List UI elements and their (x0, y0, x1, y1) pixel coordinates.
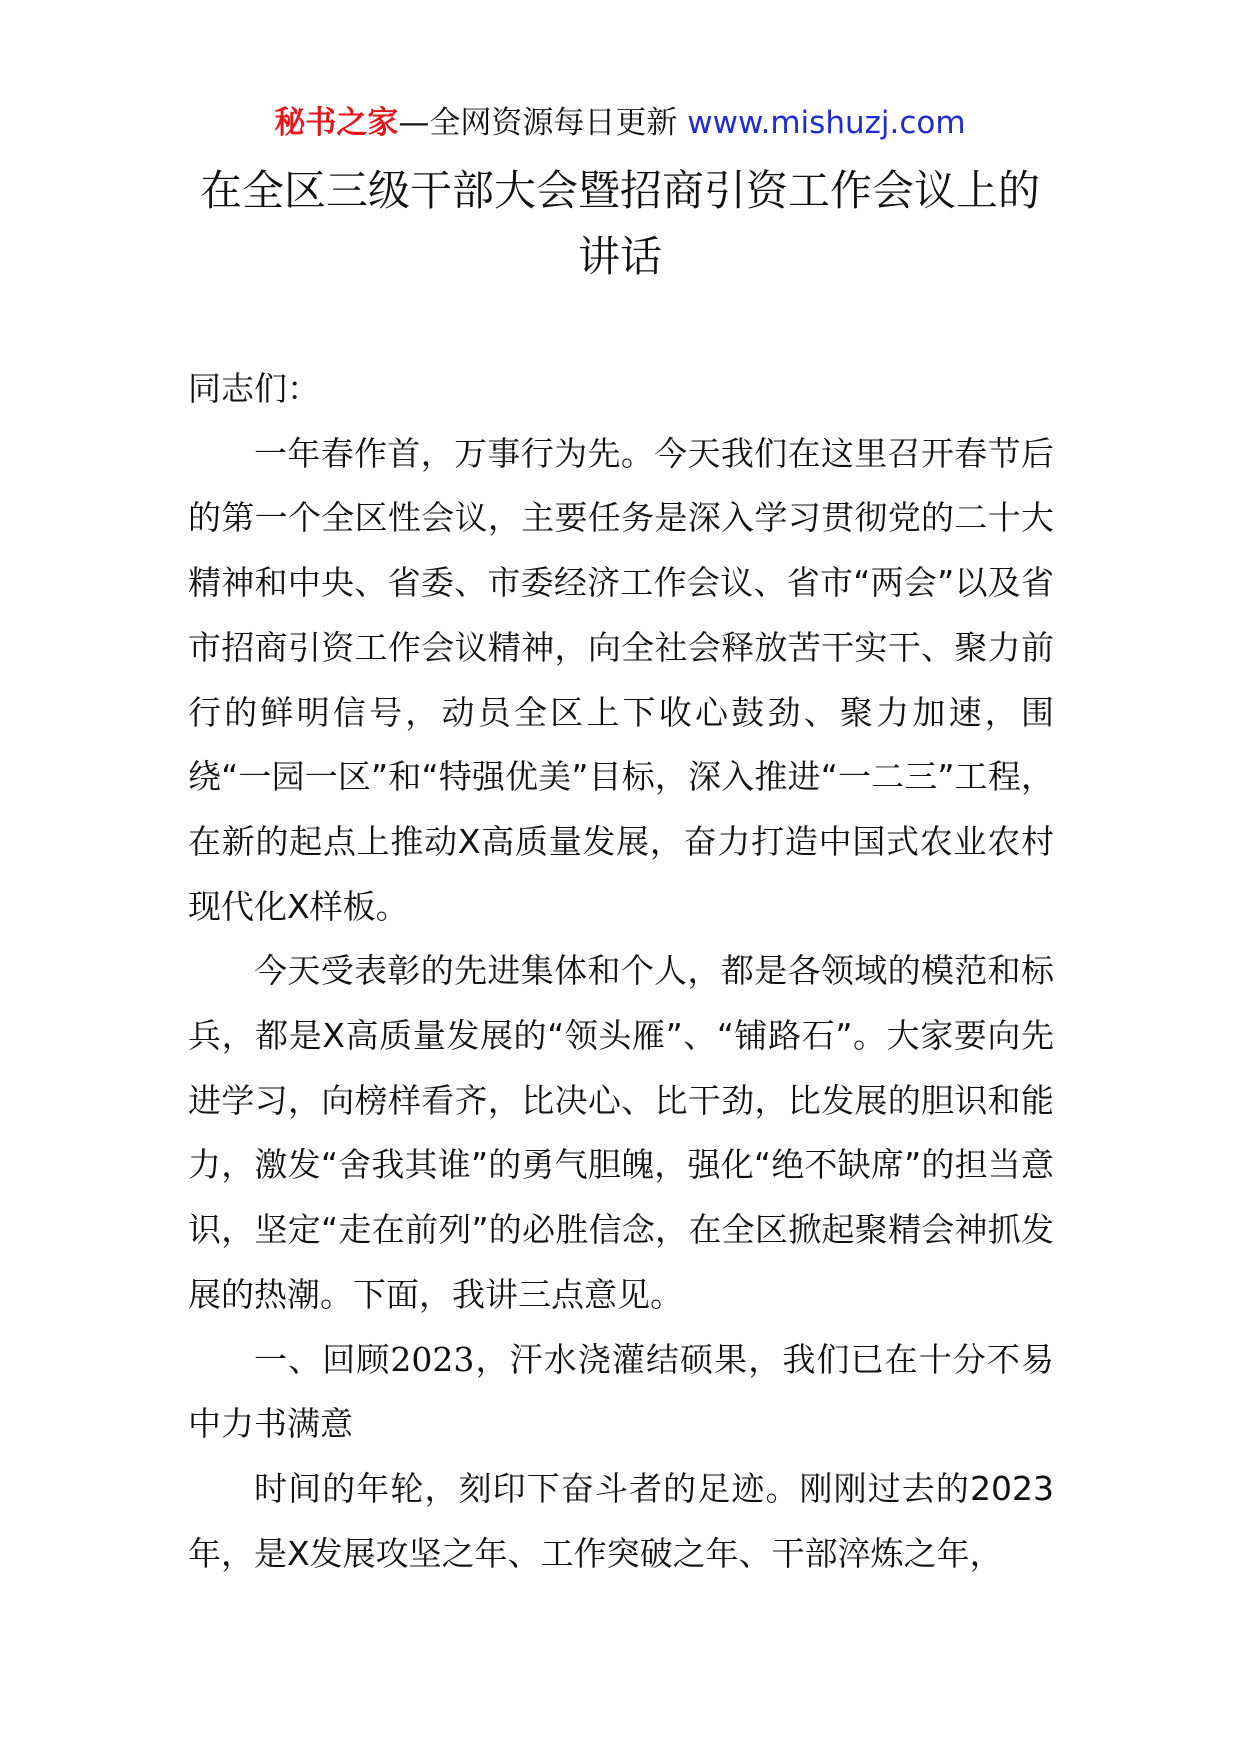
site-tagline: —全网资源每日更新 (398, 105, 688, 141)
body-paragraph: 今天受表彰的先进集体和个人，都是各领域的模范和标兵，都是X高质量发展的“领头雁”、“铺路石”。大家要向先进学习，向榜样看齐，比决心、比干劲，比发展的胆识和能力，激发“舍我其谁”的勇气胆魄，强化“绝不缺席”的担当意识，坚定“走在前列”的必胜信念，在全区掀起聚精会神抓发展的热潮。下面，我讲三点意见。 (188, 951, 1054, 1314)
salutation: 同志们： (188, 369, 320, 408)
site-brand: 秘书之家 (274, 105, 399, 141)
document-body (188, 357, 1054, 1586)
document-title: 在全区三级干部大会暨招商引资工作会议上的讲话 (199, 166, 1040, 281)
body-paragraph: 时间的年轮，刻印下奋斗者的足迹。刚刚过去的2023年，是X发展攻坚之年、工作突破之年、干部淬炼之年， (188, 1468, 1054, 1573)
section-heading: 一、回顾2023，汗水浇灌结硕果，我们已在十分不易中力书满意 (188, 1339, 1054, 1444)
site-url: www.mishuzj.com (687, 105, 966, 141)
site-banner (0, 100, 1240, 146)
body-paragraph: 一年春作首，万事行为先。今天我们在这里召开春节后的第一个全区性会议，主要任务是深入学习贯彻党的二十大精神和中央、省委、市委经济工作会议、省市“两会”以及省市招商引资工作会议精神，向全社会释放苦干实干、聚力前行的鲜明信号，动员全区上下收心鼓劲、聚力加速，围绕“一园一区”和“特强优美”目标，深入推进“一二三”工程，在新的起点上推动X高质量发展，奋力打造中国式农业农村现代化X样板。 (188, 433, 1054, 926)
